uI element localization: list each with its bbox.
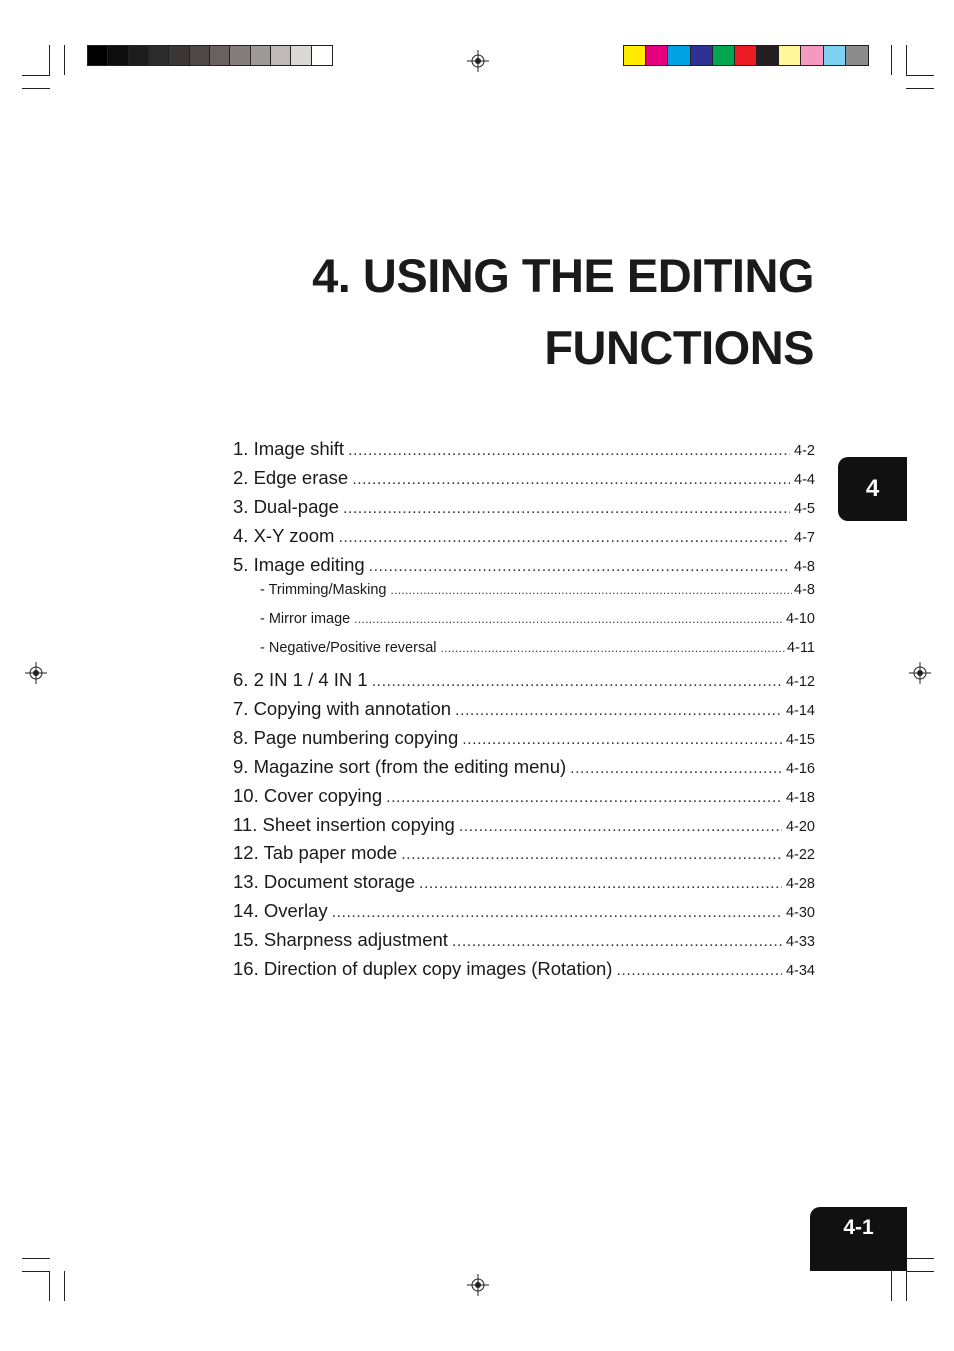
grayscale-swatch — [129, 46, 149, 65]
toc-entry-page: 4-15 — [785, 731, 815, 748]
page-number: 4-1 — [810, 1207, 907, 1271]
process-color-swatch — [646, 46, 668, 65]
grayscale-swatch — [108, 46, 128, 65]
toc-entry[interactable] — [233, 929, 815, 958]
process-color-swatch — [824, 46, 846, 65]
toc-entry-page: 4-10 — [785, 611, 815, 628]
chapter-title-line-1: 4. USING THE EDITING — [312, 249, 814, 302]
toc-entry[interactable] — [233, 785, 815, 814]
toc-entry-page: 4-20 — [785, 818, 815, 835]
toc-entry-label: 9. Magazine sort (from the editing menu) — [233, 755, 567, 777]
toc-entry[interactable] — [233, 842, 815, 871]
toc-subentry[interactable] — [233, 611, 815, 640]
toc-entry-label: 2. Edge erase — [233, 466, 349, 488]
toc-leader-dots — [386, 789, 782, 807]
grayscale-swatch — [291, 46, 311, 65]
toc-leader-dots — [616, 962, 782, 980]
grayscale-swatch — [88, 46, 108, 65]
toc-entry-page: 4-8 — [794, 558, 815, 575]
grayscale-swatch — [190, 46, 210, 65]
toc-subentry[interactable] — [233, 582, 815, 611]
toc-entry-page: 4-18 — [785, 789, 815, 806]
toc-entry-page: 4-34 — [785, 963, 815, 980]
toc-leader-dots — [570, 760, 782, 778]
toc-entry-page: 4-14 — [785, 703, 815, 720]
toc-leader-dots — [455, 702, 782, 720]
crop-mark — [22, 75, 50, 76]
toc-leader-dots — [391, 583, 793, 597]
toc-entry[interactable] — [233, 496, 815, 525]
toc-entry[interactable] — [233, 554, 815, 583]
toc-leader-dots — [332, 904, 782, 922]
toc-entry[interactable] — [233, 727, 815, 756]
toc-entry-label: - Trimming/Masking — [260, 582, 387, 599]
toc-leader-dots — [343, 500, 790, 518]
toc-entry-label: 4. X-Y zoom — [233, 524, 335, 546]
toc-entry-label: 3. Dual-page — [233, 495, 339, 517]
toc-entry-page: 4-11 — [787, 640, 815, 657]
crop-mark — [22, 88, 50, 89]
chapter-title-line-2: FUNCTIONS — [544, 321, 814, 374]
toc-entry[interactable] — [233, 669, 815, 698]
grayscale-swatch — [230, 46, 250, 65]
toc-entry[interactable] — [233, 814, 815, 843]
toc-entry[interactable] — [233, 900, 815, 929]
toc-leader-dots — [369, 558, 790, 576]
crop-mark — [906, 45, 907, 75]
crop-mark — [906, 1271, 934, 1272]
toc-leader-dots — [462, 731, 782, 749]
grayscale-swatch — [251, 46, 271, 65]
toc-entry-page: 4-30 — [785, 905, 815, 922]
process-color-swatch — [735, 46, 757, 65]
crop-mark — [891, 1271, 892, 1301]
process-color-swatch — [757, 46, 779, 65]
toc-leader-dots — [459, 818, 782, 836]
toc-entry[interactable] — [233, 467, 815, 496]
toc-entry-label: 14. Overlay — [233, 900, 328, 922]
toc-leader-dots — [338, 529, 790, 547]
toc-entry-page: 4-4 — [794, 471, 815, 488]
toc-entry-label: - Negative/Positive reversal — [260, 640, 437, 657]
toc-entry[interactable] — [233, 958, 815, 987]
toc-entry-page: 4-5 — [794, 500, 815, 517]
process-color-swatch — [713, 46, 735, 65]
toc-leader-dots — [419, 875, 782, 893]
toc-entry-label: 5. Image editing — [233, 553, 365, 575]
registration-mark-icon — [909, 662, 931, 684]
toc-entry-page: 4-28 — [785, 876, 815, 893]
process-color-swatch — [846, 46, 868, 65]
toc-entry-page: 4-12 — [785, 674, 815, 691]
process-color-swatch — [779, 46, 801, 65]
crop-mark — [906, 1271, 907, 1301]
toc-entry-label: 13. Document storage — [233, 871, 416, 893]
toc-entry-label: 6. 2 IN 1 / 4 IN 1 — [233, 669, 368, 691]
crop-mark — [49, 1271, 50, 1301]
grayscale-swatch — [210, 46, 230, 65]
registration-mark-icon — [467, 50, 489, 72]
toc-entry-label: 16. Direction of duplex copy images (Rotation) — [233, 958, 613, 980]
grayscale-swatch — [169, 46, 189, 65]
process-color-swatch — [668, 46, 690, 65]
crop-mark — [906, 75, 934, 76]
toc-entry[interactable] — [233, 525, 815, 554]
toc-entry-page: 4-22 — [785, 847, 815, 864]
crop-mark — [906, 88, 934, 89]
registration-mark-icon — [25, 662, 47, 684]
toc-entry-page: 4-33 — [785, 934, 815, 951]
toc-entry-page: 4-8 — [794, 582, 815, 599]
crop-mark — [64, 1271, 65, 1301]
grayscale-swatch — [312, 46, 332, 65]
toc-leader-dots — [441, 641, 786, 655]
crop-mark — [891, 45, 892, 75]
process-color-swatch — [624, 46, 646, 65]
grayscale-swatch — [149, 46, 169, 65]
crop-mark — [49, 45, 50, 75]
crop-mark — [906, 1258, 934, 1259]
toc-entry-label: 11. Sheet insertion copying — [233, 813, 455, 835]
toc-entry[interactable] — [233, 438, 815, 467]
crop-mark — [64, 45, 65, 75]
toc-entry[interactable] — [233, 871, 815, 900]
crop-mark — [22, 1258, 50, 1259]
process-color-bar — [623, 45, 869, 66]
registration-mark-icon — [467, 1274, 489, 1296]
process-color-swatch — [691, 46, 713, 65]
toc-leader-dots — [452, 933, 782, 951]
crop-mark — [22, 1271, 50, 1272]
toc-entry-label: 1. Image shift — [233, 438, 345, 459]
toc-leader-dots — [372, 673, 782, 691]
toc-entry-page: 4-7 — [794, 529, 815, 546]
toc-entry-label: 10. Cover copying — [233, 784, 383, 806]
toc-entry[interactable] — [233, 756, 815, 785]
toc-entry[interactable] — [233, 698, 815, 727]
toc-entry-label: - Mirror image — [260, 611, 351, 628]
toc-leader-dots — [352, 471, 790, 489]
toc-leader-dots — [348, 442, 790, 460]
toc-subentry[interactable] — [233, 640, 815, 669]
toc-entry-page: 4-2 — [794, 443, 815, 459]
toc-leader-dots — [354, 612, 784, 626]
grayscale-color-bar — [87, 45, 333, 66]
table-of-contents — [233, 438, 815, 987]
chapter-tab: 4 — [838, 457, 907, 521]
toc-entry-label: 15. Sharpness adjustment — [233, 929, 448, 951]
toc-entry-label: 7. Copying with annotation — [233, 698, 452, 720]
toc-leader-dots — [401, 846, 782, 864]
process-color-swatch — [801, 46, 823, 65]
toc-entry-label: 12. Tab paper mode — [233, 842, 398, 864]
toc-entry-page: 4-16 — [785, 760, 815, 777]
toc-entry-label: 8. Page numbering copying — [233, 726, 459, 748]
grayscale-swatch — [271, 46, 291, 65]
